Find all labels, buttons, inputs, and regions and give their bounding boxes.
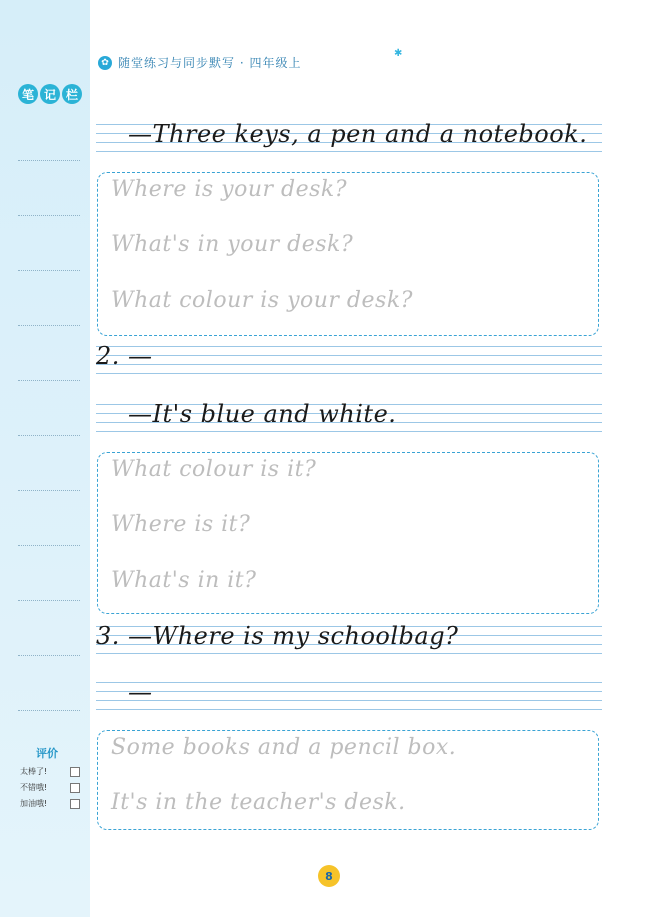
writing-line[interactable] (96, 682, 602, 712)
notes-sidebar (0, 0, 90, 917)
note-line (18, 600, 80, 601)
flower-icon: ✿ (98, 56, 112, 70)
q3-question: 3. —Where is my schoolbag? (96, 622, 459, 650)
q3-options-box (97, 730, 599, 830)
note-line (18, 655, 80, 656)
note-line (18, 270, 80, 271)
title-char-1: 笔 (18, 84, 38, 104)
evaluation-row (20, 766, 80, 777)
title-char-3: 栏 (62, 84, 82, 104)
evaluation-checkbox[interactable] (70, 767, 80, 777)
q2-question: 2. — (96, 342, 153, 370)
evaluation-checkbox[interactable] (70, 783, 80, 793)
q1-option[interactable]: What colour is your desk? (111, 288, 413, 313)
q1-option[interactable]: Where is your desk? (111, 177, 348, 202)
note-line (18, 325, 80, 326)
q3-option[interactable]: It's in the teacher's desk. (111, 790, 406, 815)
q1-options-box (97, 172, 599, 336)
q2-option[interactable]: What's in it? (111, 568, 257, 593)
q3-answer: — (128, 678, 153, 706)
note-line (18, 160, 80, 161)
evaluation-row (20, 782, 80, 793)
book-title: 随堂练习与同步默写 · 四年级上 (118, 56, 302, 70)
note-line (18, 215, 80, 216)
writing-line[interactable] (96, 346, 602, 376)
note-line (18, 545, 80, 546)
evaluation-checkbox[interactable] (70, 799, 80, 809)
evaluation-row (20, 798, 80, 809)
q2-options-box (97, 452, 599, 614)
evaluation-label: 不错哦! (20, 783, 48, 792)
evaluation-label: 太棒了! (20, 767, 48, 776)
q3-option[interactable]: Some books and a pencil box. (111, 735, 457, 760)
note-line (18, 710, 80, 711)
evaluation-title: 评价 (36, 747, 58, 760)
q2-option[interactable]: Where is it? (111, 512, 251, 537)
star-icon: ✱ (394, 48, 403, 59)
q2-option[interactable]: What colour is it? (111, 457, 317, 482)
evaluation-label: 加油哦! (20, 799, 48, 808)
q2-answer: —It's blue and white. (128, 400, 397, 428)
page-number: 8 (318, 865, 340, 887)
self-evaluation (20, 745, 80, 809)
note-line (18, 490, 80, 491)
notes-column-title (18, 84, 82, 104)
note-line (18, 435, 80, 436)
page-header (98, 48, 403, 71)
note-line (18, 380, 80, 381)
q1-answer: —Three keys, a pen and a notebook. (128, 120, 588, 148)
q1-option[interactable]: What's in your desk? (111, 232, 354, 257)
title-char-2: 记 (40, 84, 60, 104)
